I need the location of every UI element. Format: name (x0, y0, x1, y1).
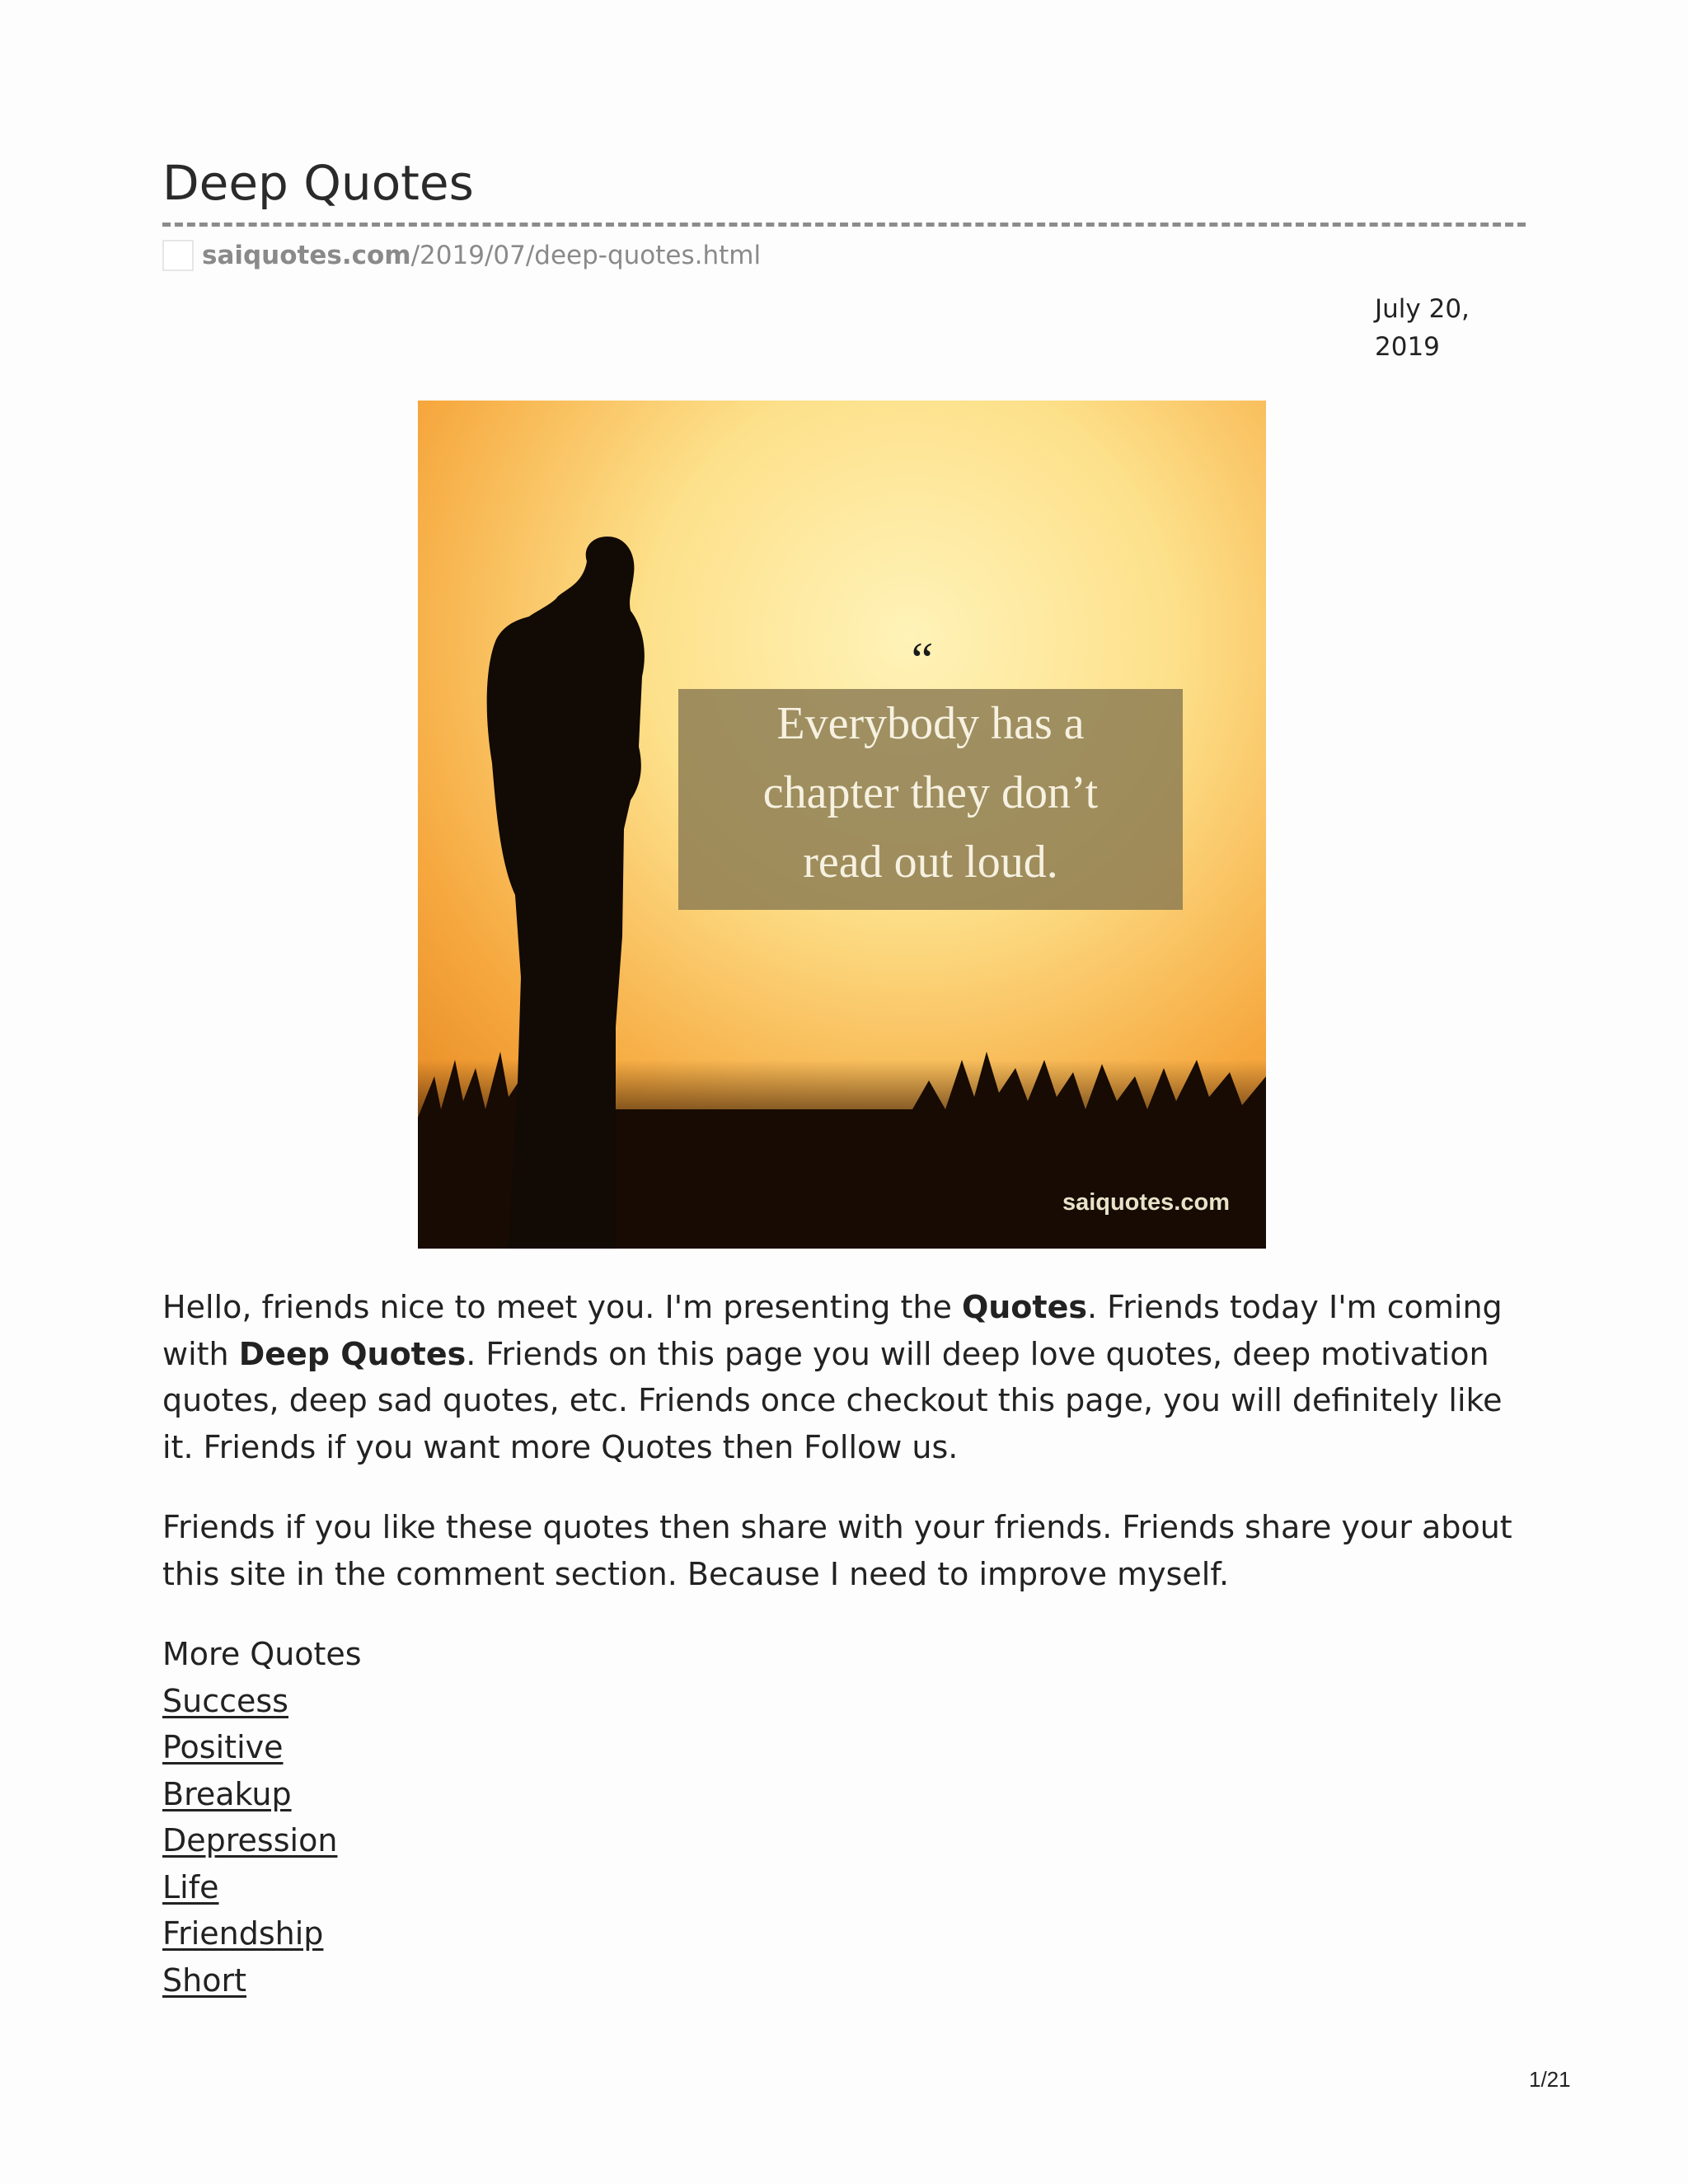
watermark: saiquotes.com (1062, 1189, 1230, 1216)
quote-mark: “ (911, 633, 934, 687)
post-date (1375, 290, 1482, 366)
intro-bold-quotes: Quotes (961, 1289, 1087, 1325)
post-date-line1: July 20, (1375, 294, 1470, 324)
link-positive[interactable]: Positive (162, 1729, 284, 1765)
intro-bold-deep-quotes: Deep Quotes (238, 1335, 467, 1372)
intro-text-2: . Friends today I'm coming with (162, 1289, 1503, 1372)
page-title: Deep Quotes (162, 155, 474, 211)
hero-image (418, 401, 1266, 1249)
link-depression[interactable]: Depression (162, 1822, 338, 1858)
source-url[interactable] (162, 239, 761, 272)
favicon-icon (162, 240, 194, 271)
quote-line-3: read out loud. (803, 837, 1058, 888)
link-friendship[interactable]: Friendship (162, 1915, 324, 1952)
link-success[interactable]: Success (162, 1682, 288, 1719)
intro-text-1: Hello, friends nice to meet you. I'm presenting the (162, 1289, 962, 1325)
page-number: 1/21 (1529, 2067, 1571, 2092)
intro-paragraph (162, 1284, 1531, 1470)
quote-line-1: Everybody has a (776, 698, 1085, 749)
link-short[interactable]: Short (162, 1961, 246, 1999)
share-paragraph: Friends if you like these quotes then share with your friends. Friends share your about this site in the comment section. Because I need to improve myself. (162, 1509, 1512, 1592)
url-path: /2019/07/deep-quotes.html (410, 241, 762, 270)
link-breakup[interactable]: Breakup (162, 1775, 292, 1812)
quote-line-2: chapter they don’t (762, 767, 1099, 818)
url-domain: saiquotes.com (202, 241, 411, 270)
intro-text-3: . Friends on this page you will deep love quotes, deep motivation quotes, deep sad quotes, etc. Friends once checkout this page, you will definitely like it. Friends if you want more Quotes then Follow us. (162, 1335, 1503, 1465)
link-life[interactable]: Life (162, 1868, 219, 1905)
article-body (162, 1284, 1531, 2004)
more-quotes-heading: More Quotes (162, 1636, 362, 1672)
post-date-line2: 2019 (1375, 332, 1440, 362)
more-quotes-list (162, 1631, 1531, 2004)
title-divider (162, 223, 1526, 227)
